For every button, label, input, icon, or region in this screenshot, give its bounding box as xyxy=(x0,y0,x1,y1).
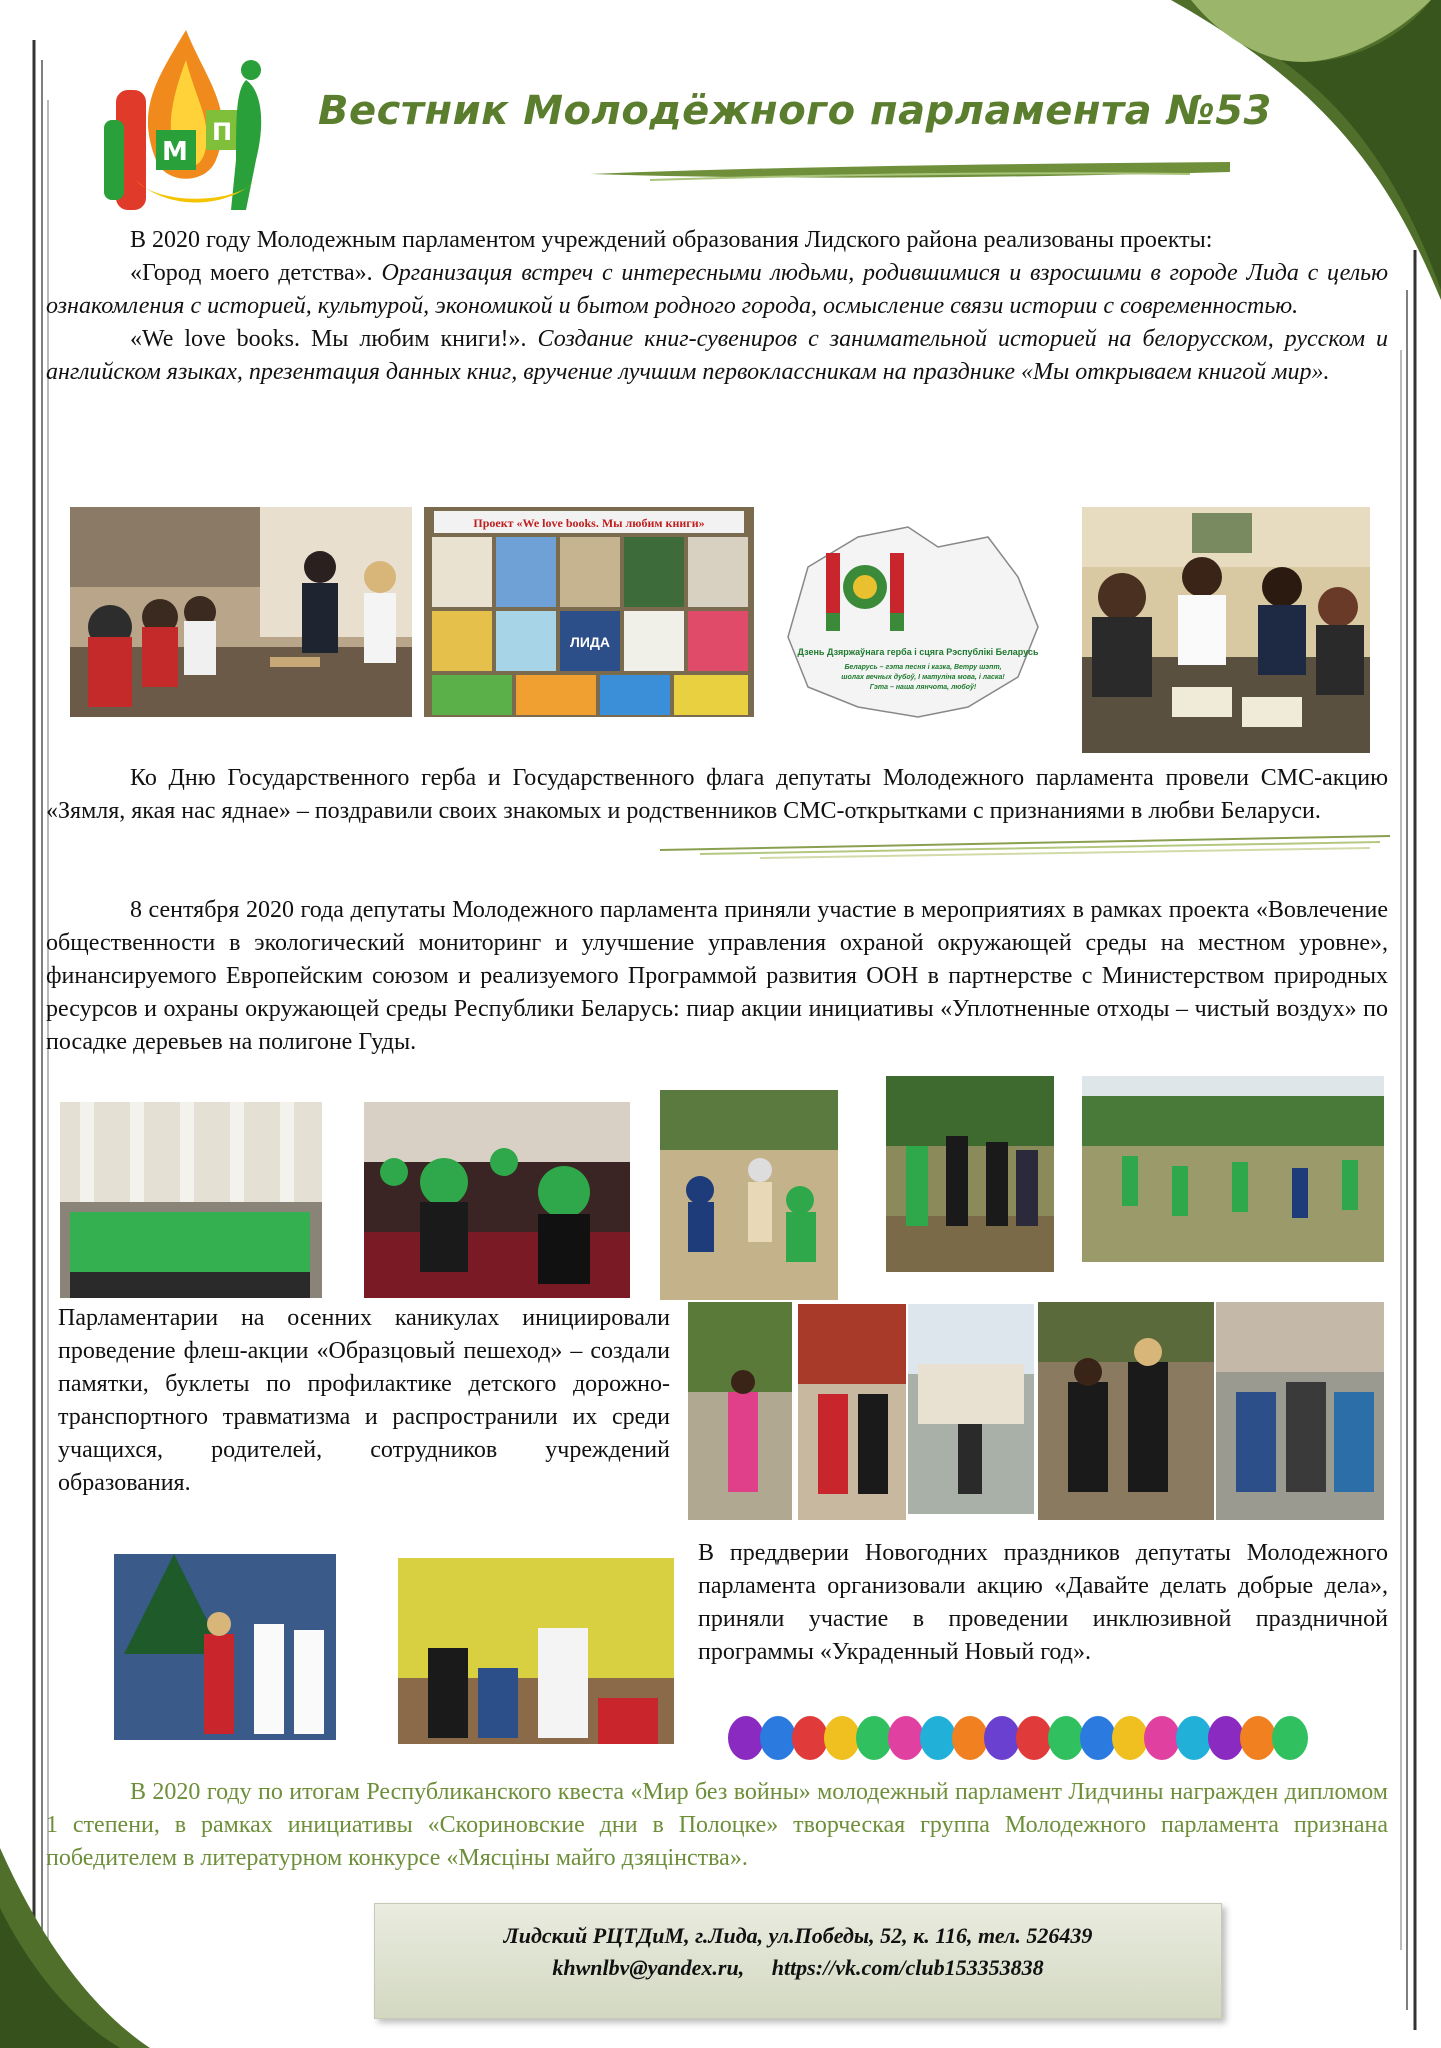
section-divider-1 xyxy=(660,832,1400,862)
svg-text:П: П xyxy=(212,118,233,146)
photo-tree-planting-3 xyxy=(1082,1076,1384,1262)
photo-pedestrian-3 xyxy=(908,1304,1034,1514)
footer-address: Лидский РЦТДиМ, г.Лида, ул.Победы, 52, к. 116, тел. 526439 xyxy=(503,1923,1093,1948)
photo-pedestrian-2 xyxy=(798,1304,906,1520)
parliament-logo xyxy=(96,20,286,220)
project2-description: Создание книг-сувениров с занимательной историей на белорусском, русском и английском языках, презентация данных книг, вручение лучшим первоклассникам на празднике «Мы открываем книгой мир». xyxy=(46,326,1389,385)
photo-pedestrian-4 xyxy=(1038,1302,1214,1520)
intro-section xyxy=(46,224,1388,389)
books-banner-text: Проект «We love books. Мы любим книги» xyxy=(473,516,705,530)
photo-tree-planting-1 xyxy=(660,1090,838,1300)
photo-new-year-show xyxy=(398,1558,674,1744)
svg-text:М: М xyxy=(162,137,188,167)
project-city-of-childhood xyxy=(46,257,1388,323)
page-curl-bottom-left xyxy=(0,1848,150,2048)
photo-pedestrian-1 xyxy=(688,1302,792,1520)
right-decorative-lines xyxy=(1391,250,1421,2030)
sms-action-text: Ко Дню Государственного герба и Государственного флага депутаты Молодежного парламента провели СМС-акцию «Зямля, якая нас яднае» – поздравили своих знакомых и родственников СМС-открытками с признаниями в любви Беларуси. xyxy=(46,765,1388,824)
new-year-action-text xyxy=(698,1537,1388,1669)
footer-vk-link[interactable]: https://vk.com/club153353838 xyxy=(771,1955,1044,1980)
photo-belarus-map-card xyxy=(768,507,1068,739)
intro-lead: В 2020 году Молодежным парламентом учреждений образования Лидского района реализованы проекты: xyxy=(130,227,1213,253)
balloons-decoration xyxy=(726,1714,1314,1764)
footer-contacts xyxy=(374,1903,1222,2019)
photo-meeting xyxy=(70,507,412,717)
project1-name: «Город моего детства». xyxy=(130,260,373,286)
eco-action-text: 8 сентября 2020 года депутаты Молодежного парламента приняли участие в мероприятиях в рамках проекта «Вовлечение общественности в экологический мониторинг и улучшение управления охраной окружающей среды на местном уровне», финансируемого Европейским союзом и реализуемого Программой развития ООН в партнерстве с Министерством природных ресурсов и охраны окружающей среды Республики Беларусь: пиар акции инициативы «Уплотненные отходы – чистый воздух» по посадке деревьев на полигоне Гуды. xyxy=(46,897,1388,1055)
awards-text: В 2020 году по итогам Республиканского квеста «Мир без войны» молодежный парламент Лидчины награжден дипломом 1 степени, в рамках инициативы «Скориновские дни в Полоцке» творческая группа Молодежного парламента признана победителем в литературном конкурсе «Мясціны майго дзяцінства». xyxy=(46,1779,1388,1871)
photo-new-year-tree xyxy=(114,1554,336,1740)
project1-description: Организация встреч с интересными людьми, родившимися и взросшими в городе Лида с целью ознакомления с историей, культурой, экономикой и бытом родного города, осмысление связи истории с современностью. xyxy=(46,260,1389,319)
photo-sms-action xyxy=(1082,507,1370,753)
photo-eco-group-building xyxy=(60,1102,322,1298)
footer-links xyxy=(375,1952,1221,1984)
photo-pedestrian-5 xyxy=(1216,1302,1384,1520)
map-card-poem: Беларусь – гэта песня і казка, Ветру шэпт, шолах вечных дубоў, І матуліна мова, і ласка! Гэта – наша лянчота, любоў! xyxy=(841,664,1005,691)
project2-name: «We love books. Мы любим книги!». xyxy=(130,326,527,352)
pedestrian-action-text: Парламентарии на осенних каникулах инициировали проведение флеш-акции «Образцовый пешеход» – создали памятки, буклеты по профилактике детского дорожно-транспортного травматизма и распространили их среди учащихся, родителей, сотрудников учреждений образования. xyxy=(58,1305,670,1496)
page-title: Вестник Молодёжного парламента №53 xyxy=(318,88,1272,134)
books-lida-label: ЛИДА xyxy=(570,634,610,650)
photo-tree-planting-2 xyxy=(886,1076,1054,1272)
map-card-title: Дзень Дзяржаўнага герба і сцяга Рэспублікі Беларусь xyxy=(797,647,1039,657)
footer-email[interactable]: khwnlbv@yandex.ru, xyxy=(552,1955,745,1980)
title-underline xyxy=(590,160,1230,188)
photo-eco-conference xyxy=(364,1102,630,1298)
photo-books-project xyxy=(424,507,754,717)
project-we-love-books xyxy=(46,323,1388,389)
new-year-action-paragraph: В преддверии Новогодних праздников депутаты Молодежного парламента организовали акцию «Давайте делать добрые дела», приняли участие в проведении инклюзивной праздничной программы «Украденный Новый год». xyxy=(698,1540,1388,1665)
